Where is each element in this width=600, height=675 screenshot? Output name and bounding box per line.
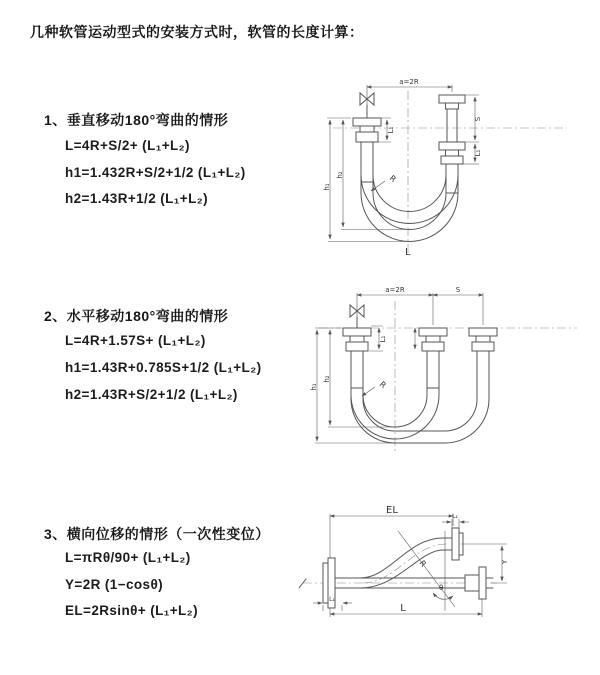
diagram-horizontal-180-bend <box>305 283 595 473</box>
section1-formula-h1: h1=1.432R+S/2+1/2 (L₁+L₂) <box>65 165 246 180</box>
dim-label-y: Y <box>501 559 509 565</box>
left-hose-braid <box>351 351 363 388</box>
radius-label: R <box>387 173 398 185</box>
dim-label-l1-left: L₁ <box>329 596 335 603</box>
section2-formula-h2: h2=1.43R+S/2+1/2 (L₁+L₂) <box>65 387 238 402</box>
hose-s-curve <box>360 538 452 588</box>
hose-centerline <box>363 544 447 583</box>
left-flange <box>353 118 381 142</box>
dimension-lines <box>313 514 507 617</box>
dimension-lines <box>315 293 483 443</box>
right-flange-lower <box>439 142 465 164</box>
section2-heading: 2、水平移动180°弯曲的情形 <box>44 308 229 324</box>
dim-label-a2r: a=2R <box>385 286 405 294</box>
dim-label-h1: h₁ <box>323 183 331 191</box>
dim-label-h2: h₂ <box>336 171 344 179</box>
middle-hose-braid <box>427 351 439 388</box>
middle-flange <box>419 328 447 351</box>
angle-label: θ <box>439 584 444 592</box>
page-title: 几种软管运动型式的安装方式时，软管的长度计算： <box>30 24 364 40</box>
dim-label-l1-right: L₁ <box>452 513 458 520</box>
section3-heading: 3、横向位移的情形（一次性变位） <box>44 526 270 542</box>
section3-formula-el: EL=2Rsinθ+ (L₁+L₂) <box>65 603 198 618</box>
centerline-mark <box>299 579 306 588</box>
section3-formula-y: Y=2R (1−cosθ) <box>65 577 164 592</box>
dim-label-l1-right: L₁ <box>474 149 482 157</box>
length-label: L <box>405 247 411 258</box>
dim-label-a2r: a=2R <box>399 78 419 86</box>
length-label: L <box>400 603 406 614</box>
left-flange <box>343 328 371 351</box>
left-hose-braid <box>361 142 373 182</box>
right-flange-upper <box>439 95 465 142</box>
diagram-lateral-displacement <box>295 503 595 643</box>
dim-label-s: S <box>474 116 482 122</box>
section1-formula-h2: h2=1.43R+1/2 (L₁+L₂) <box>65 191 209 206</box>
hose-u-bend <box>351 363 489 443</box>
radius-label: R <box>377 379 388 391</box>
dim-label-h1: h₁ <box>310 383 318 391</box>
dim-label-l1-left: L₁ <box>387 126 395 134</box>
section2-formula-length: L=4R+1.57S+ (L₁+L₂) <box>65 333 206 348</box>
right-flange-shifted <box>469 328 497 363</box>
diagram-vertical-180-bend <box>315 75 590 260</box>
section2-formula-h1: h1=1.43R+0.785S+1/2 (L₁+L₂) <box>65 360 262 375</box>
dim-label-el: EL <box>386 505 398 516</box>
radius-label: R <box>417 558 428 569</box>
hose-u-bend <box>361 175 458 241</box>
section1-formula-length: L=4R+S/2+ (L₁+L₂) <box>65 138 190 153</box>
section1-heading: 1、垂直移动180°弯曲的情形 <box>44 112 229 128</box>
dim-label-h2: h₂ <box>323 375 331 383</box>
dim-label-l1: L₁ <box>379 335 387 343</box>
section3-formula-length: L=πRθ/90+ (L₁+L₂) <box>65 550 191 565</box>
dim-label-s: S <box>455 286 461 294</box>
